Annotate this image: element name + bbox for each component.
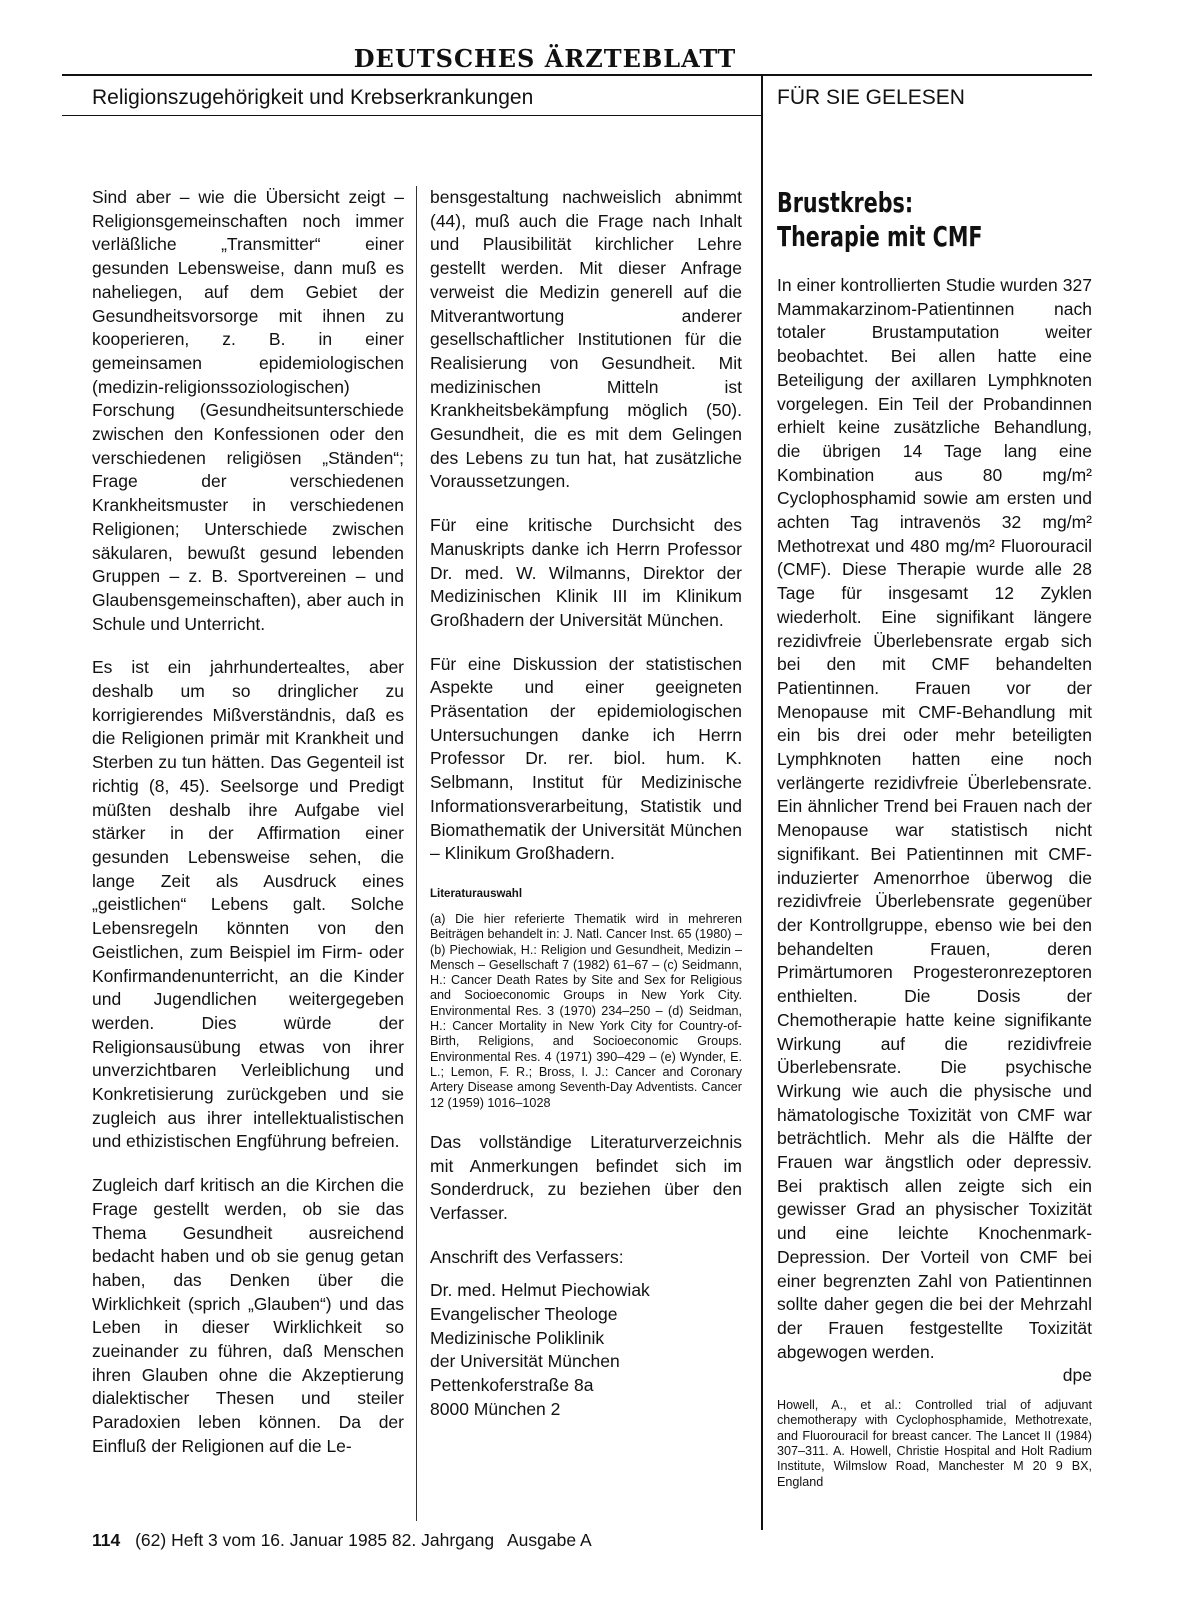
paragraph: Zugleich darf kritisch an die Kirchen die Frage gestellt werden, ob sie das Thema Gesundheit ausreichend bedacht haben und ob sie genug getan haben, das Denken über die Wirklichkeit (sprich „Glauben“) und das Leben in dieser Wirklichkeit so zueinander zu führen, daß Menschen ihren Glauben ohne die Akzeptierung dialektischer Thesen und steiler Paradoxien leben können. Da der Einfluß der Religionen auf die Le-	[92, 1175, 404, 1456]
paragraph: Es ist ein jahrhundertealtes, aber deshalb um so dringlicher zu korrigierendes Mißverständnis, daß es die Religionen primär mit Krankheit und Sterben zu tun hätten. Das Gegenteil ist richtig (8, 45). Seelsorge und Predigt müßten deshalb ihre Aufgabe viel stärker in der Affirmation einer gesunden Lebensweise sehen, die lange Zeit als Ausdruck eines „geistlichen“ Lebens galt. Solche Lebensregeln könnten von den Geistlichen, zum Beispiel im Firm- oder Konfirmandenunterricht, an die Kinder und Jugendlichen weitergegeben werden. Dies würde der Religionsausübung etwas von ihrer unverzichtbaren Verleiblichung und Konkretisierung zurückgeben und sie zugleich aus ihrer intellektualistischen und ethizistischen Engführung befreien.	[92, 657, 404, 1152]
author-address	[430, 1246, 742, 1422]
acknowledgement: Für eine kritische Durchsicht des Manuskripts danke ich Herrn Professor Dr. med. W. Wilmanns, Direktor der Medizinischen Klinik III im Klinikum Großhadern der Universität München.	[430, 515, 742, 630]
news-headline	[777, 186, 1035, 254]
address-line: Medizinische Poliklinik	[430, 1327, 605, 1348]
masthead-rule	[62, 74, 1092, 76]
reprint-note: Das vollständige Literaturverzeichnis mit Anmerkungen befindet sich im Sonderdruck, zu beziehen über den Verfasser.	[430, 1131, 742, 1223]
news-body: In einer kontrollierten Studie wurden 327 Mammakarzinom-Patientinnen nach totaler Brustamputation weiter beobachtet. Bei allen hatte eine Beteiligung der axillaren Lymphknoten vorgelegen. Ein Teil der Probandinnen erhielt keine zusätzliche Behandlung, die übrigen 14 Tage lang eine Kombination aus 80 mg/m² Cyclophosphamid sowie am ersten und achten Tag intravenös 32 mg/m² Methotrexat und 480 mg/m² Fluorouracil (CMF). Diese Therapie wurde alle 28 Tage für insgesamt 12 Zyklen wiederholt. Eine signifikant längere rezidivfreie Überlebensrate ergab sich bei den mit CMF behandelten Patientinnen. Frauen vor der Menopause mit CMF-Behandlung mit ein bis drei oder mehr beteiligten Lymphknoten hatten eine noch verlängerte rezidivfreie Überlebensrate. Ein ähnlicher Trend bei Frauen nach der Menopause war statistisch nicht signifikant. Bei Patientinnen mit CMF-induzierter Amenorrhoe überwog die rezidivfreie Überlebensrate gegenüber der Kontrollgruppe, ebenso wie bei den behandelten Frauen, deren Primärtumoren Progesteronrezeptoren enthielten. Die Dosis der Chemotherapie hatte keine signifikante Wirkung auf die rezidivfreie Überlebensrate. Die psychische Wirkung wie auch die physische und hämatologische Toxizität von CMF war beträchtlich. Mehr als die Hälfte der Frauen war ängstlich oder depressiv. Bei praktisch allen zeigte sich ein gewisser Grad an physischer Toxizität und eine leichte Knochenmark-Depression. Der Vorteil von CMF bei einer begrenzten Zahl von Patientinnen sollte daher gegen die bei der Mehrzahl der Frauen festgestellte Toxizität abgewogen werden.	[777, 275, 1092, 1362]
column-separator	[416, 186, 417, 1521]
address-line: Evangelischer Theologe	[430, 1304, 618, 1325]
issue-info: (62) Heft 3 vom 16. Januar 1985 82. Jahrgang	[135, 1530, 495, 1550]
masthead: DEUTSCHES ÄRZTEBLATT	[353, 44, 737, 73]
paragraph: bensgestaltung nachweislich abnimmt (44), muß auch die Frage nach Inhalt und Plausibilität kirchlicher Lehre gestellt werden. Mit dieser Anfrage verweist die Medizin generell auf die Mitverantwortung anderer gesellschaftlicher Institutionen für die Realisierung von Gesundheit. Mit medizinischen Mitteln ist Krankheitsbekämpfung möglich (50). Gesundheit, die es mit dem Gelingen des Lebens zu tun hat, hat zusätzliche Voraussetzungen.	[430, 187, 742, 492]
address-line: Dr. med. Helmut Piechowiak	[430, 1280, 650, 1301]
address-line: 8000 München 2	[430, 1398, 561, 1419]
headline-line: Brustkrebs:	[777, 186, 914, 219]
byline: dpe	[1062, 1365, 1092, 1386]
acknowledgement: Für eine Diskussion der statistischen Aspekte und einer geeigneten Präsentation der epidemiologischen Untersuchungen danke ich Herrn Professor Dr. rer. biol. hum. K. Selbmann, Institut für Medizinische Informationsverarbeitung, Statistik und Biomathematik der Universität München – Klinikum Großhadern.	[430, 653, 742, 864]
address-line: der Universität München	[430, 1351, 620, 1372]
headline-line: Therapie mit CMF	[777, 220, 983, 253]
news-column	[777, 186, 1092, 1510]
running-head-left: Religionszugehörigkeit und Krebserkrankungen	[92, 86, 534, 109]
page-footer	[92, 1530, 592, 1551]
references-list: (a) Die hier referierte Thematik wird in mehreren Beiträgen behandelt in: J. Natl. Cancer Inst. 65 (1980) – (b) Piechowiak, H.: Religion und Gesundheit, Medizin – Mensch – Gesellschaft 7 (1982) 61–67 – (c) Seidmann, H.: Cancer Death Rates by Site and Sex for Religious and Socioeconomic Groups in New York City. Environmental Res. 3 (1970) 234–250 – (d) Seidman, H.: Cancer Mortality in New York City for Country-of-Birth, Religions, and Socioeconomic Groups. Environmental Res. 4 (1971) 390–429 – (e) Wynder, E. L.; Lemon, F. R.; Bross, I. J.: Cancer and Coronary Artery Disease among Seventh-Day Adventists. Cancer 12 (1959) 1016–1028	[430, 911, 742, 1110]
edition: Ausgabe A	[506, 1530, 592, 1550]
page-number: 114	[92, 1530, 121, 1550]
address-line: Pettenkoferstraße 8a	[430, 1375, 594, 1396]
address-label: Anschrift des Verfassers:	[430, 1246, 624, 1267]
running-head-rule	[62, 115, 762, 116]
paragraph: Sind aber – wie die Übersicht zeigt – Religionsgemeinschaften noch immer verläßliche „Transmitter“ einer gesunden Lebensweise, dann muß es naheliegen, auf dem Gebiet der Gesundheitsvorsorge mit ihnen zu kooperieren, z. B. in einer gemeinsamen epidemiologischen (medizin-religionssoziologischen) Forschung (Gesundheitsunterschiede zwischen den Konfessionen oder den verschiedenen religiösen „Ständen“; Frage der verschiedenen Krankheitsmuster in verschiedenen Religionen; Unterschiede zwischen säkularen, bewußt gesund lebenden Gruppen – z. B. Sportvereinen – und Glaubensgemeinschaften), aber auch in Schule und Unterricht.	[92, 187, 404, 634]
article-column-2	[430, 186, 742, 1422]
running-head-right: FÜR SIE GELESEN	[777, 86, 965, 109]
article-column-1	[92, 186, 404, 1479]
news-source: Howell, A., et al.: Controlled trial of adjuvant chemotherapy with Cyclophosphamide, Methotrexate, and Fluorouracil for breast cancer. The Lancet II (1984) 307–311. A. Howell, Christie Hospital and Holt Radium Institute, Wilmslow Road, Manchester M 20 9 BX, England	[777, 1398, 1092, 1489]
references-heading: Literaturauswahl	[430, 887, 523, 900]
section-divider	[761, 74, 763, 1530]
